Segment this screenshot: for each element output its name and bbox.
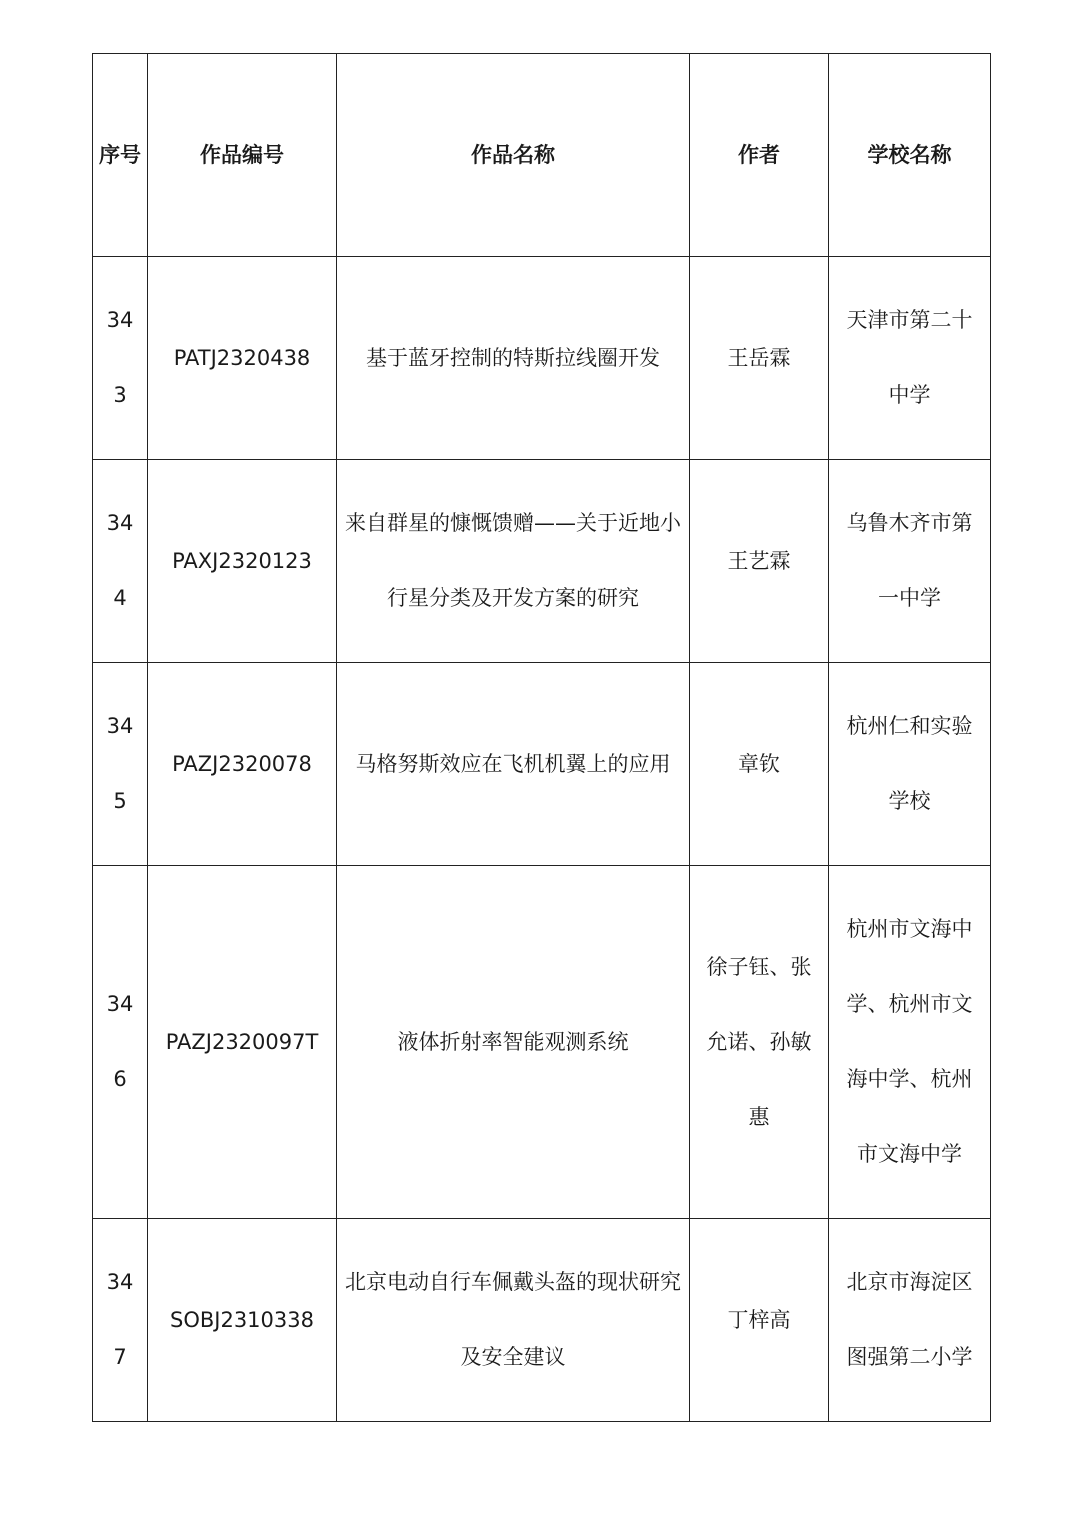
cell-name: 基于蓝牙控制的特斯拉线圈开发 — [337, 257, 690, 460]
cell-seq: 343 — [93, 257, 148, 460]
cell-seq: 344 — [93, 460, 148, 663]
cell-code: PAZJ2320097T — [148, 866, 337, 1219]
cell-school: 杭州仁和实验学校 — [829, 663, 991, 866]
cell-school: 北京市海淀区图强第二小学 — [829, 1219, 991, 1422]
cell-author: 丁梓高 — [690, 1219, 829, 1422]
cell-code: PAZJ2320078 — [148, 663, 337, 866]
cell-code: SOBJ2310338 — [148, 1219, 337, 1422]
cell-name: 液体折射率智能观测系统 — [337, 866, 690, 1219]
cell-school: 天津市第二十中学 — [829, 257, 991, 460]
cell-name: 北京电动自行车佩戴头盔的现状研究及安全建议 — [337, 1219, 690, 1422]
header-seq: 序号 — [93, 54, 148, 257]
header-author: 作者 — [690, 54, 829, 257]
table-row — [93, 663, 991, 866]
cell-name: 马格努斯效应在飞机机翼上的应用 — [337, 663, 690, 866]
cell-seq: 346 — [93, 866, 148, 1219]
cell-school: 乌鲁木齐市第一中学 — [829, 460, 991, 663]
table-row — [93, 257, 991, 460]
header-school: 学校名称 — [829, 54, 991, 257]
cell-name: 来自群星的慷慨馈赠——关于近地小行星分类及开发方案的研究 — [337, 460, 690, 663]
cell-code: PAXJ2320123 — [148, 460, 337, 663]
table-header-row — [93, 54, 991, 257]
cell-author: 章钦 — [690, 663, 829, 866]
table-row — [93, 460, 991, 663]
table-row — [93, 866, 991, 1219]
cell-seq: 345 — [93, 663, 148, 866]
cell-author: 王艺霖 — [690, 460, 829, 663]
table-row — [93, 1219, 991, 1422]
cell-seq: 347 — [93, 1219, 148, 1422]
awards-table — [92, 53, 991, 1422]
header-name: 作品名称 — [337, 54, 690, 257]
header-code: 作品编号 — [148, 54, 337, 257]
cell-school: 杭州市文海中学、杭州市文海中学、杭州市文海中学 — [829, 866, 991, 1219]
cell-code: PATJ2320438 — [148, 257, 337, 460]
cell-author: 徐子钰、张允诺、孙敏惠 — [690, 866, 829, 1219]
cell-author: 王岳霖 — [690, 257, 829, 460]
